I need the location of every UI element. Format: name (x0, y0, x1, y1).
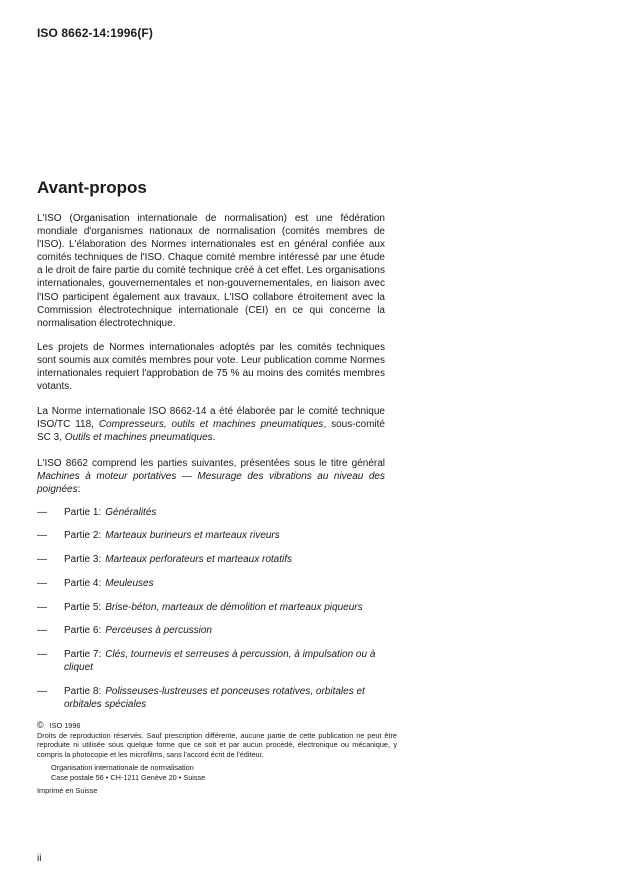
parts-list (37, 506, 385, 711)
list-item (37, 685, 385, 711)
committee-title-sc3: Outils et machines pneumatiques (64, 432, 213, 444)
part-label: Partie 4: (64, 577, 102, 589)
parts-intro-text: L'ISO 8662 comprend les parties suivantes, présentées sous le titre général (37, 457, 385, 469)
committee-text-c: , sous-comité SC 3, (37, 419, 385, 444)
part-title: Généralités (105, 506, 157, 518)
list-item (37, 624, 385, 637)
part-label: Partie 7: (64, 648, 102, 660)
parts-general-title: Machines à moteur portatives — Mesurage des vibrations au niveau des poignées (37, 470, 385, 495)
committee-text-e: . (212, 432, 216, 444)
part-title: Brise-béton, marteaux de démolition et marteaux piqueurs (105, 601, 363, 613)
part-title: Marteaux perforateurs et marteaux rotatifs (105, 554, 292, 566)
paragraph-draft-standards: Les projets de Normes internationales adoptés par les comités techniques sont soumis aux comités membres pour vote. Leur publication comme Normes internationales requiert l'approbation de 75 % au moins des comités membres votants. (37, 341, 385, 393)
list-dash: — (37, 685, 47, 697)
list-dash: — (37, 530, 47, 542)
part-label: Partie 3: (64, 554, 102, 566)
part-label: Partie 5: (64, 601, 102, 613)
list-dash: — (37, 577, 47, 589)
list-dash: — (37, 625, 47, 637)
list-dash: — (37, 506, 47, 518)
copyright-year: ISO 1996 (49, 721, 81, 730)
list-item (37, 553, 385, 566)
list-dash: — (37, 554, 47, 566)
list-item (37, 648, 385, 674)
committee-title-tc118: Compresseurs, outils et machines pneumatiques (98, 419, 324, 431)
publisher-name: Organisation internationale de normalisation (51, 763, 194, 773)
copyright-line (37, 721, 397, 731)
parts-intro-colon: : (77, 483, 81, 495)
list-item (37, 577, 385, 590)
list-item (37, 529, 385, 542)
part-label: Partie 1: (64, 506, 102, 518)
paragraph-committee (37, 405, 385, 444)
publisher-address (51, 763, 397, 782)
paragraph-parts-intro (37, 457, 385, 496)
list-dash: — (37, 648, 47, 660)
publisher-postal: Case postale 56 • CH-1211 Genève 20 • Suisse (51, 772, 206, 782)
foreword-body (37, 212, 385, 721)
copyright-block (37, 721, 397, 795)
copyright-notice: Droits de reproduction réservés. Sauf prescription différente, aucune partie de cette publication ne peut être reproduite ni utilisée sous quelque forme que ce soit et par aucun procédé, électronique ou mécanique, y compris la photocopie et les microfilms, sans l'accord écrit de l'éditeur. (37, 730, 397, 759)
part-title: Meuleuses (105, 577, 154, 589)
list-item (37, 506, 385, 519)
part-title: Clés, tournevis et serreuses à percussion, à impulsation ou à cliquet (64, 648, 376, 673)
part-label: Partie 2: (64, 530, 102, 542)
printed-in: Imprimé en Suisse (37, 785, 98, 795)
part-label: Partie 8: (64, 685, 102, 697)
part-title: Marteaux burineurs et marteaux riveurs (105, 530, 280, 542)
document-code-header: ISO 8662-14:1996(F) (37, 26, 153, 40)
copyright-icon: © (37, 720, 44, 730)
part-label: Partie 6: (64, 625, 102, 637)
committee-text-a: La Norme internationale ISO 8662-14 a été élaborée par le comité technique ISO/TC 118, (37, 406, 385, 431)
page-number: ii (37, 853, 42, 864)
part-title: Perceuses à percussion (105, 625, 212, 637)
section-title: Avant-propos (37, 178, 147, 197)
list-item (37, 601, 385, 614)
list-dash: — (37, 601, 47, 613)
part-title: Polisseuses-lustreuses et ponceuses rotatives, orbitales et orbitales spéciales (64, 685, 365, 710)
paragraph-iso-intro: L'ISO (Organisation internationale de normalisation) est une fédération mondiale d'organismes nationaux de normalisation (comités membres de l'ISO). L'élaboration des Normes internationales est en général confiée aux comités techniques de l'ISO. Chaque comité membre intéressé par une étude a le droit de faire partie du comité technique créé à cet effet. Les organisations internationales, gouvernementales et non-gouvernementales, en liaison avec l'ISO participent également aux travaux. L'ISO collabore étroitement avec la Commission électrotechnique internationale (CEI) en ce qui concerne la normalisation électrotechnique. (37, 213, 385, 329)
